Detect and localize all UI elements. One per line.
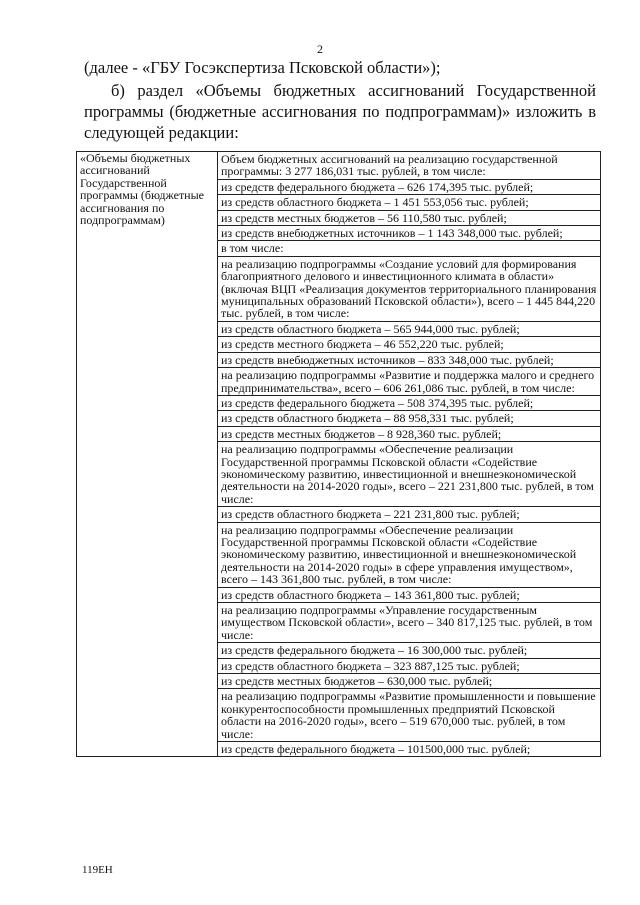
intro-paragraph xyxy=(84,80,596,143)
budget-entry: из средств областного бюджета – 221 231,800 тыс. рублей; xyxy=(218,507,600,522)
budget-entry: на реализацию подпрограммы «Развитие и поддержка малого и среднего предпринимательства», всего – 606 261,086 тыс. рублей, в том числе: xyxy=(218,368,600,396)
budget-entry: из средств внебюджетных источников – 1 143 348,000 тыс. рублей; xyxy=(218,226,600,241)
budget-entry: из средств федерального бюджета – 508 374,395 тыс. рублей; xyxy=(218,396,600,411)
budget-entry: из средств федерального бюджета – 101500,000 тыс. рублей; xyxy=(221,742,531,757)
budget-entry: из средств федерального бюджета – 16 300,000 тыс. рублей; xyxy=(218,643,600,658)
budget-entry: из средств областного бюджета – 88 958,331 тыс. рублей; xyxy=(218,411,600,426)
budget-entry: из средств областного бюджета – 565 944,000 тыс. рублей; xyxy=(218,322,600,337)
budget-entry: на реализацию подпрограммы «Развитие промышленности и повышение конкурентоспособности промышленных предприятий Псковской области на 2016-2020 годы», всего – 519 670,000 тыс. рублей, в том числе: xyxy=(218,689,600,742)
footer-code: 119ЕН xyxy=(82,864,113,876)
page-number: 2 xyxy=(317,42,323,56)
entries-list xyxy=(221,152,597,756)
intro-text-1: (далее - «ГБУ Госэкспертиза Псковской области»); xyxy=(84,58,441,77)
budget-entry: из средств местных бюджетов – 630,000 тыс. рублей; xyxy=(218,674,600,689)
right-cell xyxy=(218,152,601,757)
intro-line-1 xyxy=(84,57,596,78)
budget-entry: из средств внебюджетных источников – 833 348,000 тыс. рублей; xyxy=(218,353,600,368)
budget-entry: на реализацию подпрограммы «Обеспечение реализации Государственной программы Псковской области «Содействие экономическому развитию, инвестиционной и внешнеэкономической деятельности на 2014-2020 годы», всего – 221 231,800 тыс. рублей, в том числе: xyxy=(218,442,600,507)
budget-entry: на реализацию подпрограммы «Обеспечение реализации Государственной программы Псковской области «Содействие экономическому развитию, инвестиционной и внешнеэкономической деятельности на 2014-2020 годы» в сфере управления имуществом», всего – 143 361,800 тыс. рублей, в том числе: xyxy=(218,523,600,588)
budget-entry: на реализацию подпрограммы «Управление государственным имуществом Псковской области», всего – 340 817,125 тыс. рублей, в том числе: xyxy=(218,603,600,643)
budget-entry: из средств местных бюджетов – 56 110,580 тыс. рублей; xyxy=(218,211,600,226)
budget-entry: из средств местного бюджета – 46 552,220 тыс. рублей; xyxy=(218,337,600,352)
budget-entry: из средств областного бюджета – 323 887,125 тыс. рублей; xyxy=(218,659,600,674)
budget-entry: из средств областного бюджета – 1 451 553,056 тыс. рублей; xyxy=(218,195,600,210)
budget-entry: из средств областного бюджета – 143 361,800 тыс. рублей; xyxy=(218,588,600,603)
intro-text-2: б) раздел «Объемы бюджетных ассигнований Государственной программы (бюджетные ассигнования по подпрограммам)» изложить в следующей редакции: xyxy=(84,81,596,142)
budget-entry: из средств федерального бюджета – 626 174,395 тыс. рублей; xyxy=(218,180,600,195)
budget-entry: Объем бюджетных ассигнований на реализацию государственной программы: 3 277 186,031 тыс. рублей, в том числе: xyxy=(218,152,600,180)
budget-entry: из средств местных бюджетов – 8 928,360 тыс. рублей; xyxy=(218,427,600,442)
budget-entry: на реализацию подпрограммы «Создание условий для формирования благоприятного делового и инвестиционного климата в области» (включая ВЦП «Реализация документов территориального планирования муниципальных образований Псковской области»), всего – 1 445 844,220 тыс. рублей, в том числе: xyxy=(218,257,600,322)
budget-entry: в том числе: xyxy=(218,241,600,256)
left-cell: «Объемы бюджетных ассигнований Государственной программы (бюджетные ассигнования по подпрограммам) xyxy=(77,152,218,757)
budget-table xyxy=(76,151,601,757)
table-row xyxy=(77,152,601,757)
